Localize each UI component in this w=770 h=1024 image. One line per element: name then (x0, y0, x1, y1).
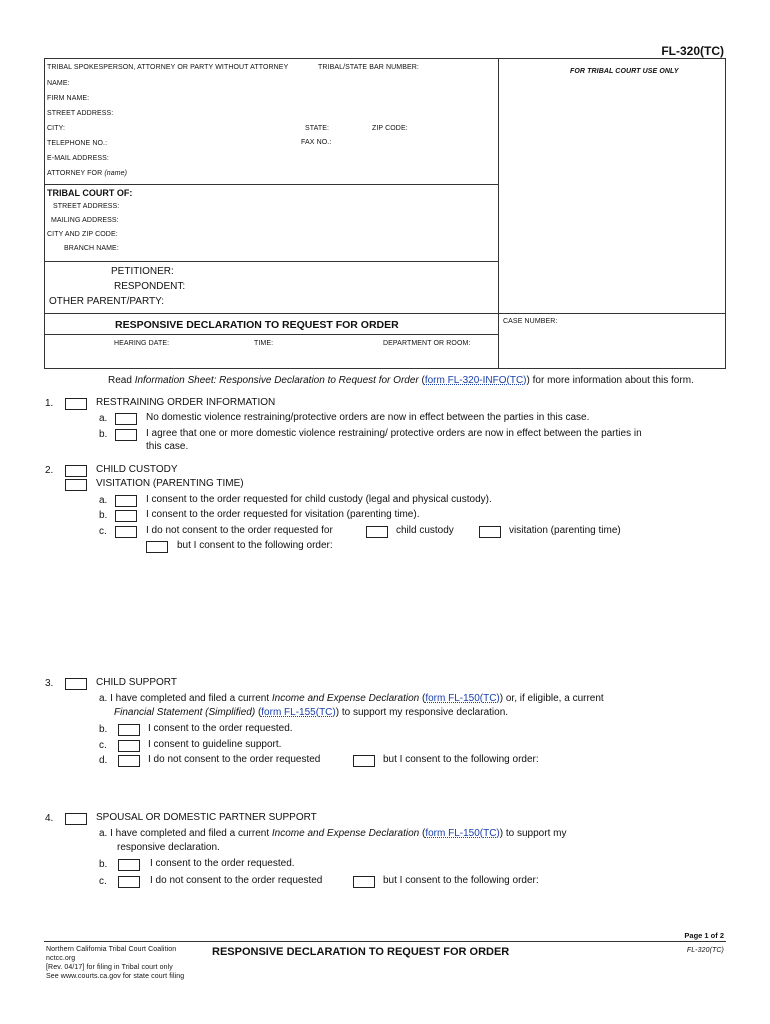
s2-number: 2. (45, 465, 54, 476)
court-street-label[interactable]: STREET ADDRESS: (53, 203, 120, 210)
s4-c-text: I do not consent to the order requested (150, 875, 323, 886)
s3-c-text: I consent to guideline support. (148, 739, 282, 750)
s4-c-checkbox[interactable] (118, 876, 140, 888)
footer-title: RESPONSIVE DECLARATION TO REQUEST FOR ORDER (212, 946, 510, 958)
court-branch-label[interactable]: BRANCH NAME: (64, 245, 119, 252)
s2-c-visitation-label: visitation (parenting time) (509, 525, 621, 536)
s3-d-sub-text: but I consent to the following order: (383, 754, 539, 765)
s2-a-checkbox[interactable] (115, 495, 137, 507)
respondent-label[interactable]: RESPONDENT: (114, 281, 186, 292)
email-label[interactable]: E-MAIL ADDRESS: (47, 155, 109, 162)
s2-c-checkbox[interactable] (115, 526, 137, 538)
s2-a-text: I consent to the order requested for child custody (legal and physical custody). (146, 494, 492, 505)
s1-a-letter: a. (99, 413, 108, 424)
s1-a-text: No domestic violence restraining/protective orders are now in effect between the parties in this case. (146, 412, 590, 423)
footer-see: See www.courts.ca.gov for state court filing (46, 973, 185, 980)
attorney-label: TRIBAL SPOKESPERSON, ATTORNEY OR PARTY WITHOUT ATTORNEY (47, 64, 289, 71)
s3-b-letter: b. (99, 724, 108, 735)
s3-d-text: I do not consent to the order requested (148, 754, 321, 765)
title-divider (44, 334, 499, 335)
s1-b-letter: b. (99, 429, 108, 440)
s4-b-checkbox[interactable] (118, 859, 140, 871)
s3-title: CHILD SUPPORT (96, 677, 177, 688)
s2-c-letter: c. (99, 526, 107, 537)
s4-b-text: I consent to the order requested. (150, 858, 295, 869)
s4-c-sub-text: but I consent to the following order: (383, 875, 539, 886)
s1-b-text-cont: this case. (146, 441, 189, 452)
zip-label[interactable]: ZIP CODE: (372, 125, 408, 132)
footer-rule (44, 941, 726, 942)
s3-b-checkbox[interactable] (118, 724, 140, 736)
court-city-zip-label[interactable]: CITY AND ZIP CODE: (47, 231, 118, 238)
s2-title: CHILD CUSTODY (96, 464, 178, 475)
footer-rev: [Rev. 04/17] for filing in Tribal court only (46, 964, 173, 971)
s1-title: RESTRAINING ORDER INFORMATION (96, 397, 276, 408)
s4-a-text-cont: responsive declaration. (117, 842, 220, 853)
footer-site: nctcc.org (46, 955, 76, 962)
form-title: RESPONSIVE DECLARATION TO REQUEST FOR ORDER (115, 319, 399, 331)
s3-c-checkbox[interactable] (118, 740, 140, 752)
fl155-link[interactable]: form FL-155(TC) (261, 707, 336, 718)
name-label[interactable]: NAME: (47, 80, 70, 87)
attorney-box (44, 58, 499, 185)
footer-org: Northern California Tribal Court Coalition (46, 946, 177, 953)
page-number: Page 1 of 2 (684, 931, 724, 940)
s1-checkbox[interactable] (65, 398, 87, 410)
s3-number: 3. (45, 678, 54, 689)
s3-d-checkbox[interactable] (118, 755, 140, 767)
petitioner-label[interactable]: PETITIONER: (111, 266, 174, 277)
s3-c-letter: c. (99, 740, 107, 751)
s1-number: 1. (45, 398, 54, 409)
s4-c-letter: c. (99, 876, 107, 887)
s4-fl150-link[interactable]: form FL-150(TC) (425, 828, 500, 839)
s2-c-text: I do not consent to the order requested for (146, 525, 333, 536)
fl150-link[interactable]: form FL-150(TC) (425, 693, 500, 704)
s4-a-text: a. I have completed and filed a current Income and Expense Declaration (form FL-150(TC)) to support my (99, 828, 567, 839)
attorney-for-label[interactable]: ATTORNEY FOR (name) (47, 170, 128, 177)
hearing-date-label[interactable]: HEARING DATE: (114, 340, 170, 347)
court-use-box (498, 58, 726, 314)
s2-c-custody-checkbox[interactable] (366, 526, 388, 538)
s2-visitation-checkbox[interactable] (65, 479, 87, 491)
s3-checkbox[interactable] (65, 678, 87, 690)
form-number: FL-320(TC) (661, 44, 724, 58)
telephone-label[interactable]: TELEPHONE NO.: (47, 140, 108, 147)
s3-d-sub-checkbox[interactable] (353, 755, 375, 767)
s4-c-sub-checkbox[interactable] (353, 876, 375, 888)
fax-label[interactable]: FAX NO.: (301, 139, 332, 146)
state-label[interactable]: STATE: (305, 125, 330, 132)
time-label[interactable]: TIME: (254, 340, 274, 347)
s2-b-letter: b. (99, 510, 108, 521)
s2-c-sub-text: but I consent to the following order: (177, 540, 333, 551)
court-mailing-label[interactable]: MAILING ADDRESS: (51, 217, 119, 224)
s4-title: SPOUSAL OR DOMESTIC PARTNER SUPPORT (96, 812, 317, 823)
s4-b-letter: b. (99, 859, 108, 870)
s1-b-text: I agree that one or more domestic violence restraining/ protective orders are now in effect between the parties in (146, 428, 642, 439)
intro-text: Read Information Sheet: Responsive Declaration to Request for Order (form FL-320-INFO(TC)) for more information about this form. (108, 375, 694, 386)
s2-title2: VISITATION (PARENTING TIME) (96, 478, 244, 489)
case-number-label[interactable]: CASE NUMBER: (503, 318, 558, 325)
s2-custody-checkbox[interactable] (65, 465, 87, 477)
s1-a-checkbox[interactable] (115, 413, 137, 425)
street-label[interactable]: STREET ADDRESS: (47, 110, 114, 117)
s2-c-custody-label: child custody (396, 525, 454, 536)
court-title: TRIBAL COURT OF: (47, 188, 133, 198)
s4-number: 4. (45, 813, 54, 824)
s4-checkbox[interactable] (65, 813, 87, 825)
s2-b-checkbox[interactable] (115, 510, 137, 522)
city-label[interactable]: CITY: (47, 125, 66, 132)
s1-b-checkbox[interactable] (115, 429, 137, 441)
s3-b-text: I consent to the order requested. (148, 723, 293, 734)
department-label[interactable]: DEPARTMENT OR ROOM: (383, 340, 471, 347)
firm-label[interactable]: FIRM NAME: (47, 95, 90, 102)
footer-form-number: FL-320(TC) (686, 947, 724, 954)
s3-a-text: a. I have completed and filed a current Income and Expense Declaration (form FL-150(TC)) or, if eligible, a current (99, 693, 604, 704)
s3-d-letter: d. (99, 755, 108, 766)
s2-c-sub-checkbox[interactable] (146, 541, 168, 553)
court-use-label: FOR TRIBAL COURT USE ONLY (570, 68, 679, 75)
bar-number-label: TRIBAL/STATE BAR NUMBER: (318, 64, 419, 71)
info-form-link[interactable]: form FL-320-INFO(TC) (424, 375, 527, 386)
other-party-label[interactable]: OTHER PARENT/PARTY: (49, 296, 165, 307)
s2-c-visitation-checkbox[interactable] (479, 526, 501, 538)
s2-a-letter: a. (99, 495, 108, 506)
s3-a-text-cont: Financial Statement (Simplified) (form FL-155(TC)) to support my responsive declaration. (114, 707, 509, 718)
s2-b-text: I consent to the order requested for visitation (parenting time). (146, 509, 420, 520)
